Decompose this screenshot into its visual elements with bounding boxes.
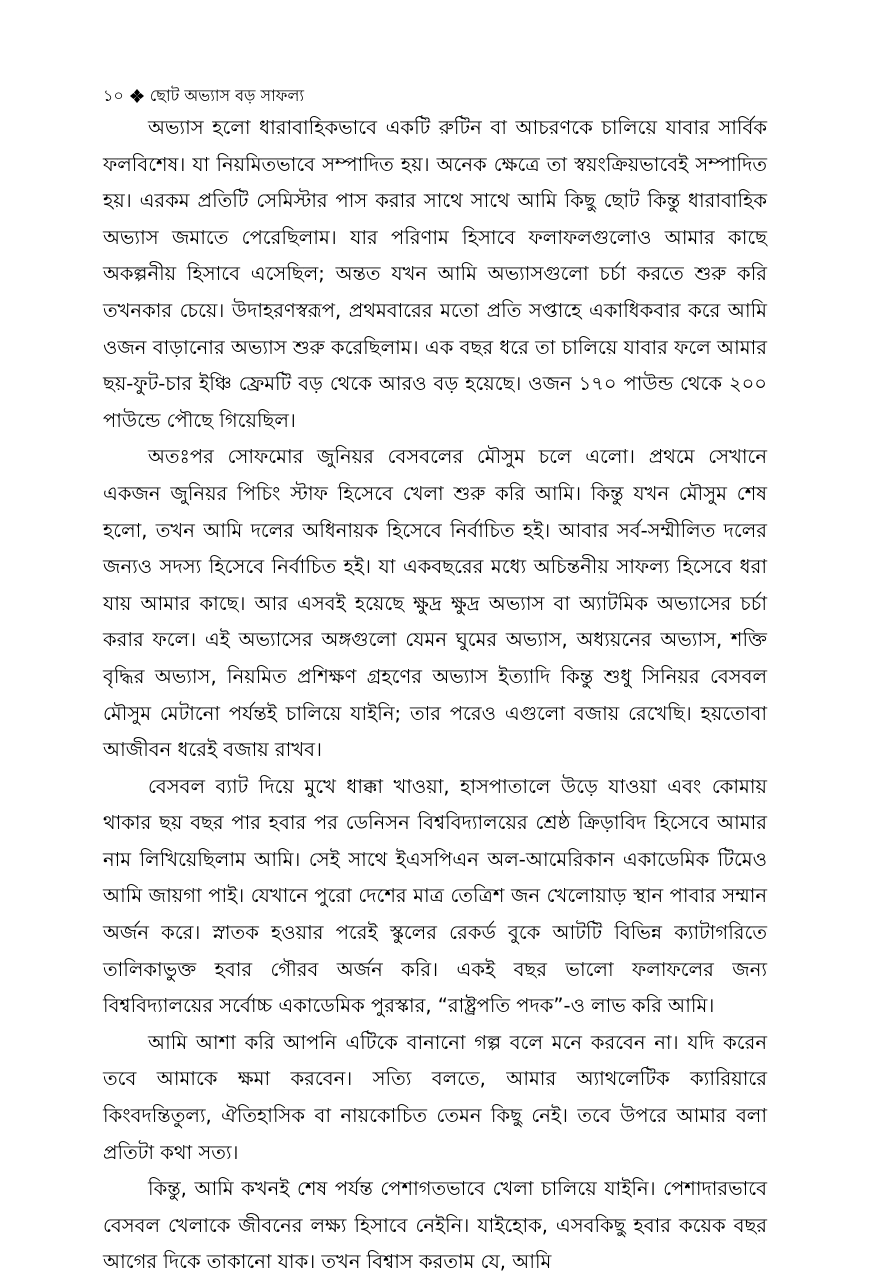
diamond-cluster-icon: [130, 89, 144, 103]
paragraph: কিন্তু, আমি কখনই শেষ পর্যন্ত পেশাগতভাবে খেলা চালিয়ে যাইনি। পেশাদারভাবে বেসবল খেলাকে জীবনের লক্ষ্য হিসাবে নেইনি। যাইহোক, এসবকিছু হবার কয়েক বছর আগের দিকে তাকানো যাক। তখন বিশ্বাস করতাম যে, আমি: [103, 1177, 767, 1274]
running-header: [103, 84, 304, 108]
paragraph: অভ্যাস হলো ধারাবাহিকভাবে একটি রুটিন বা আচরণকে চালিয়ে যাবার সার্বিক ফলবিশেষ। যা নিয়মিতভাবে সম্পাদিত হয়। অনেক ক্ষেত্রে তা স্বয়ংক্রিয়ভাবেই সম্পাদিত হয়। এরকম প্রতিটি সেমিস্টার পাস করার সাথে সাথে আমি কিছু ছোট কিন্তু ধারাবাহিক অভ্যাস জমাতে পেরেছিলাম। যার পরিণাম হিসাবে ফলাফলগুলোও আমার কাছে অকল্পনীয় হিসাবে এসেছিল; অন্তত যখন আমি অভ্যাসগুলো চর্চা করতে শুরু করি তখনকার চেয়ে। উদাহরণস্বরূপ, প্রথমবারের মতো প্রতি সপ্তাহে একাধিকবার করে আমি ওজন বাড়ানোর অভ্যাস শুরু করেছিলাম। এক বছর ধরে তা চালিয়ে যাবার ফলে আমার ছয়-ফুট-চার ইঞ্চি ফ্রেমটি বড় থেকে আরও বড় হয়েছে। ওজন ১৭০ পাউন্ড থেকে ২০০ পাউন্ডে পৌছে গিয়েছিল।: [103, 116, 767, 432]
paragraph: বেসবল ব্যাট দিয়ে মুখে ধাক্কা খাওয়া, হাসপাতালে উড়ে যাওয়া এবং কোমায় থাকার ছয় বছর পার হবার পর ডেনিসন বিশ্ববিদ্যালয়ের শ্রেষ্ঠ ক্রিড়াবিদ হিসেবে আমার নাম লিখিয়েছিলাম আমি। সেই সাথে ইএসপিএন অল-আমেরিকান একাডেমিক টিমেও আমি জায়গা পাই। যেখানে পুরো দেশের মাত্র তেত্রিশ জন খেলোয়াড় স্থান পাবার সম্মান অর্জন করে। স্নাতক হওয়ার পরেই স্কুলের রেকর্ড বুকে আটটি বিভিন্ন ক্যাটাগরিতে তালিকাভুক্ত হবার গৌরব অর্জন করি। একই বছর ভালো ফলাফলের জন্য বিশ্ববিদ্যালয়ের সর্বোচ্চ একাডেমিক পুরস্কার, “রাষ্ট্রপতি পদক”-ও লাভ করি আমি।: [103, 774, 767, 1018]
paragraph: আমি আশা করি আপনি এটিকে বানানো গল্প বলে মনে করবেন না। যদি করেন তবে আমাকে ক্ষমা করবেন। সত্যি বলতে, আমার অ্যাথলেটিক ক্যারিয়ারে কিংবদন্তিতুল্য, ঐতিহাসিক বা নায়কোচিত তেমন কিছু নেই। তবে উপরে আমার বলা প্রতিটা কথা সত্য।: [103, 1030, 767, 1164]
body-text: [103, 110, 767, 1281]
book-title: ছোট অভ্যাস বড় সাফল্য: [149, 86, 305, 105]
page-number: ১০: [103, 86, 124, 105]
paragraph: অতঃপর সোফমোর জুনিয়র বেসবলের মৌসুম চলে এলো। প্রথমে সেখানে একজন জুনিয়র পিচিং স্টাফ হিসেবে খেলা শুরু করি আমি। কিন্তু যখন মৌসুম শেষ হলো, তখন আমি দলের অধিনায়ক হিসেবে নির্বাচিত হই। আবার সর্ব-সম্মীলিত দলের জন্যও সদস্য হিসেবে নির্বাচিত হই। যা একবছরের মধ্যে অচিন্তনীয় সাফল্য হিসেবে ধরা যায় আমার কাছে। আর এসবই হয়েছে ক্ষুদ্র ক্ষুদ্র অভ্যাস বা অ্যাটমিক অভ্যাসের চর্চা করার ফলে। এই অভ্যাসের অঙ্গগুলো যেমন ঘুমের অভ্যাস, অধ্যয়নের অভ্যাস, শক্তি বৃদ্ধির অভ্যাস, নিয়মিত প্রশিক্ষণ গ্রহণের অভ্যাস ইত্যাদি কিন্তু শুধু সিনিয়র বেসবল মৌসুম মেটানো পর্যন্তই চালিয়ে যাইনি; তার পরেও এগুলো বজায় রেখেছি। হয়তোবা আজীবন ধরেই বজায় রাখব।: [103, 445, 767, 762]
